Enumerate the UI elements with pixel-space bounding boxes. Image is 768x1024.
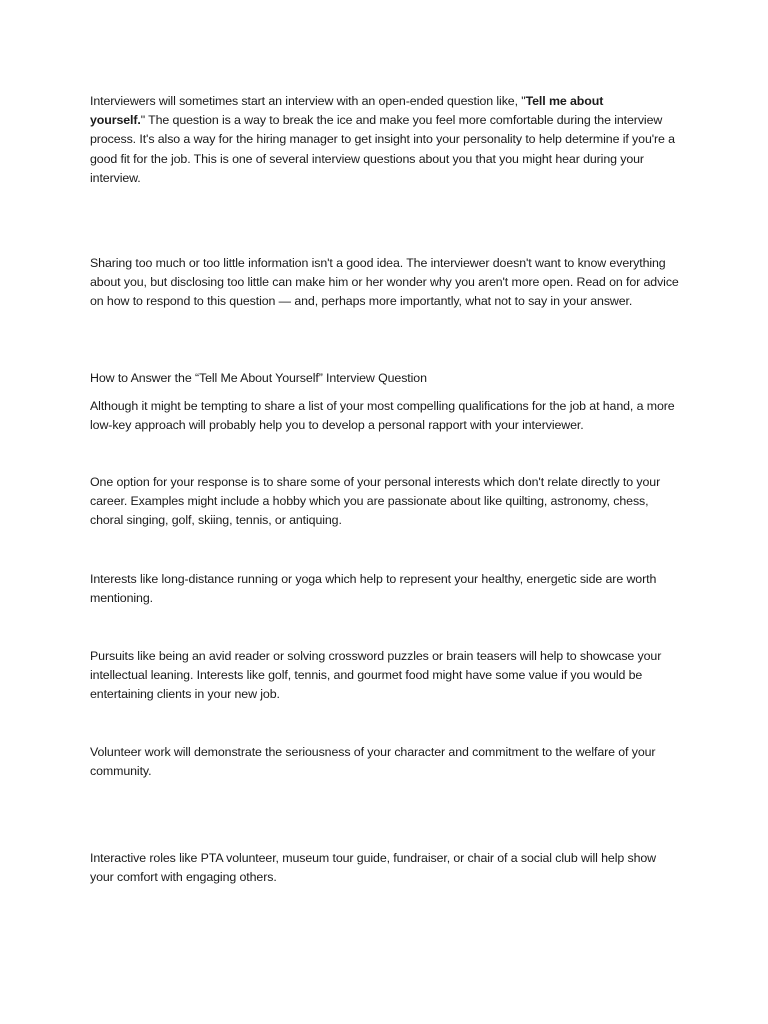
intro-bold-phrase-start: Tell me about (525, 94, 604, 108)
healthy-side-paragraph: Interests like long-distance running or yoga which help to represent your healthy, energetic side are worth mentioning. (90, 572, 657, 606)
intro-bold-phrase-end: yourself. (90, 113, 141, 128)
volunteer-paragraph: Volunteer work will demonstrate the seriousness of your character and commitment to the welfare of your community. (90, 745, 656, 779)
intro-text-end: " The question is a way to break the ice and make you feel more comfortable during the interview process. It's also a way for the hiring manager to get insight into your personality to help determine if you're a good fit for the job. This is one of several interview questions about you that you might hear during your interview. (90, 113, 675, 185)
intellectual-paragraph: Pursuits like being an avid reader or solving crossword puzzles or brain teasers will help to showcase your intellectual leaning. Interests like golf, tennis, and gourmet food might have some value if you would be entertaining clients in your new job. (90, 649, 662, 702)
sharing-paragraph: Sharing too much or too little information isn't a good idea. The interviewer doesn't want to know everything about you, but disclosing too little can make him or her wonder why you aren't more open. Read on for advice on how to respond to this question — and, perhaps more importantly, what not to say in your answer. (90, 256, 679, 309)
interests-paragraph: One option for your response is to share some of your personal interests which don't relate directly to your career. Examples might include a hobby which you are passionate about like quilting, astronomy, chess, choral singing, golf, skiing, tennis, or antiquing. (90, 475, 661, 528)
interactive-roles-paragraph: Interactive roles like PTA volunteer, museum tour guide, fundraiser, or chair of a social club will help show your comfort with engaging others. (90, 851, 657, 885)
approach-paragraph: Although it might be tempting to share a list of your most compelling qualifications for the job at hand, a more low-key approach will probably help you to develop a personal rapport with your interviewer. (90, 399, 675, 433)
intro-text-start: Interviewers will sometimes start an interview with an open-ended question like, " (90, 94, 526, 108)
intro-paragraph (90, 92, 680, 188)
section-heading: How to Answer the “Tell Me About Yourself” Interview Question (90, 371, 427, 385)
